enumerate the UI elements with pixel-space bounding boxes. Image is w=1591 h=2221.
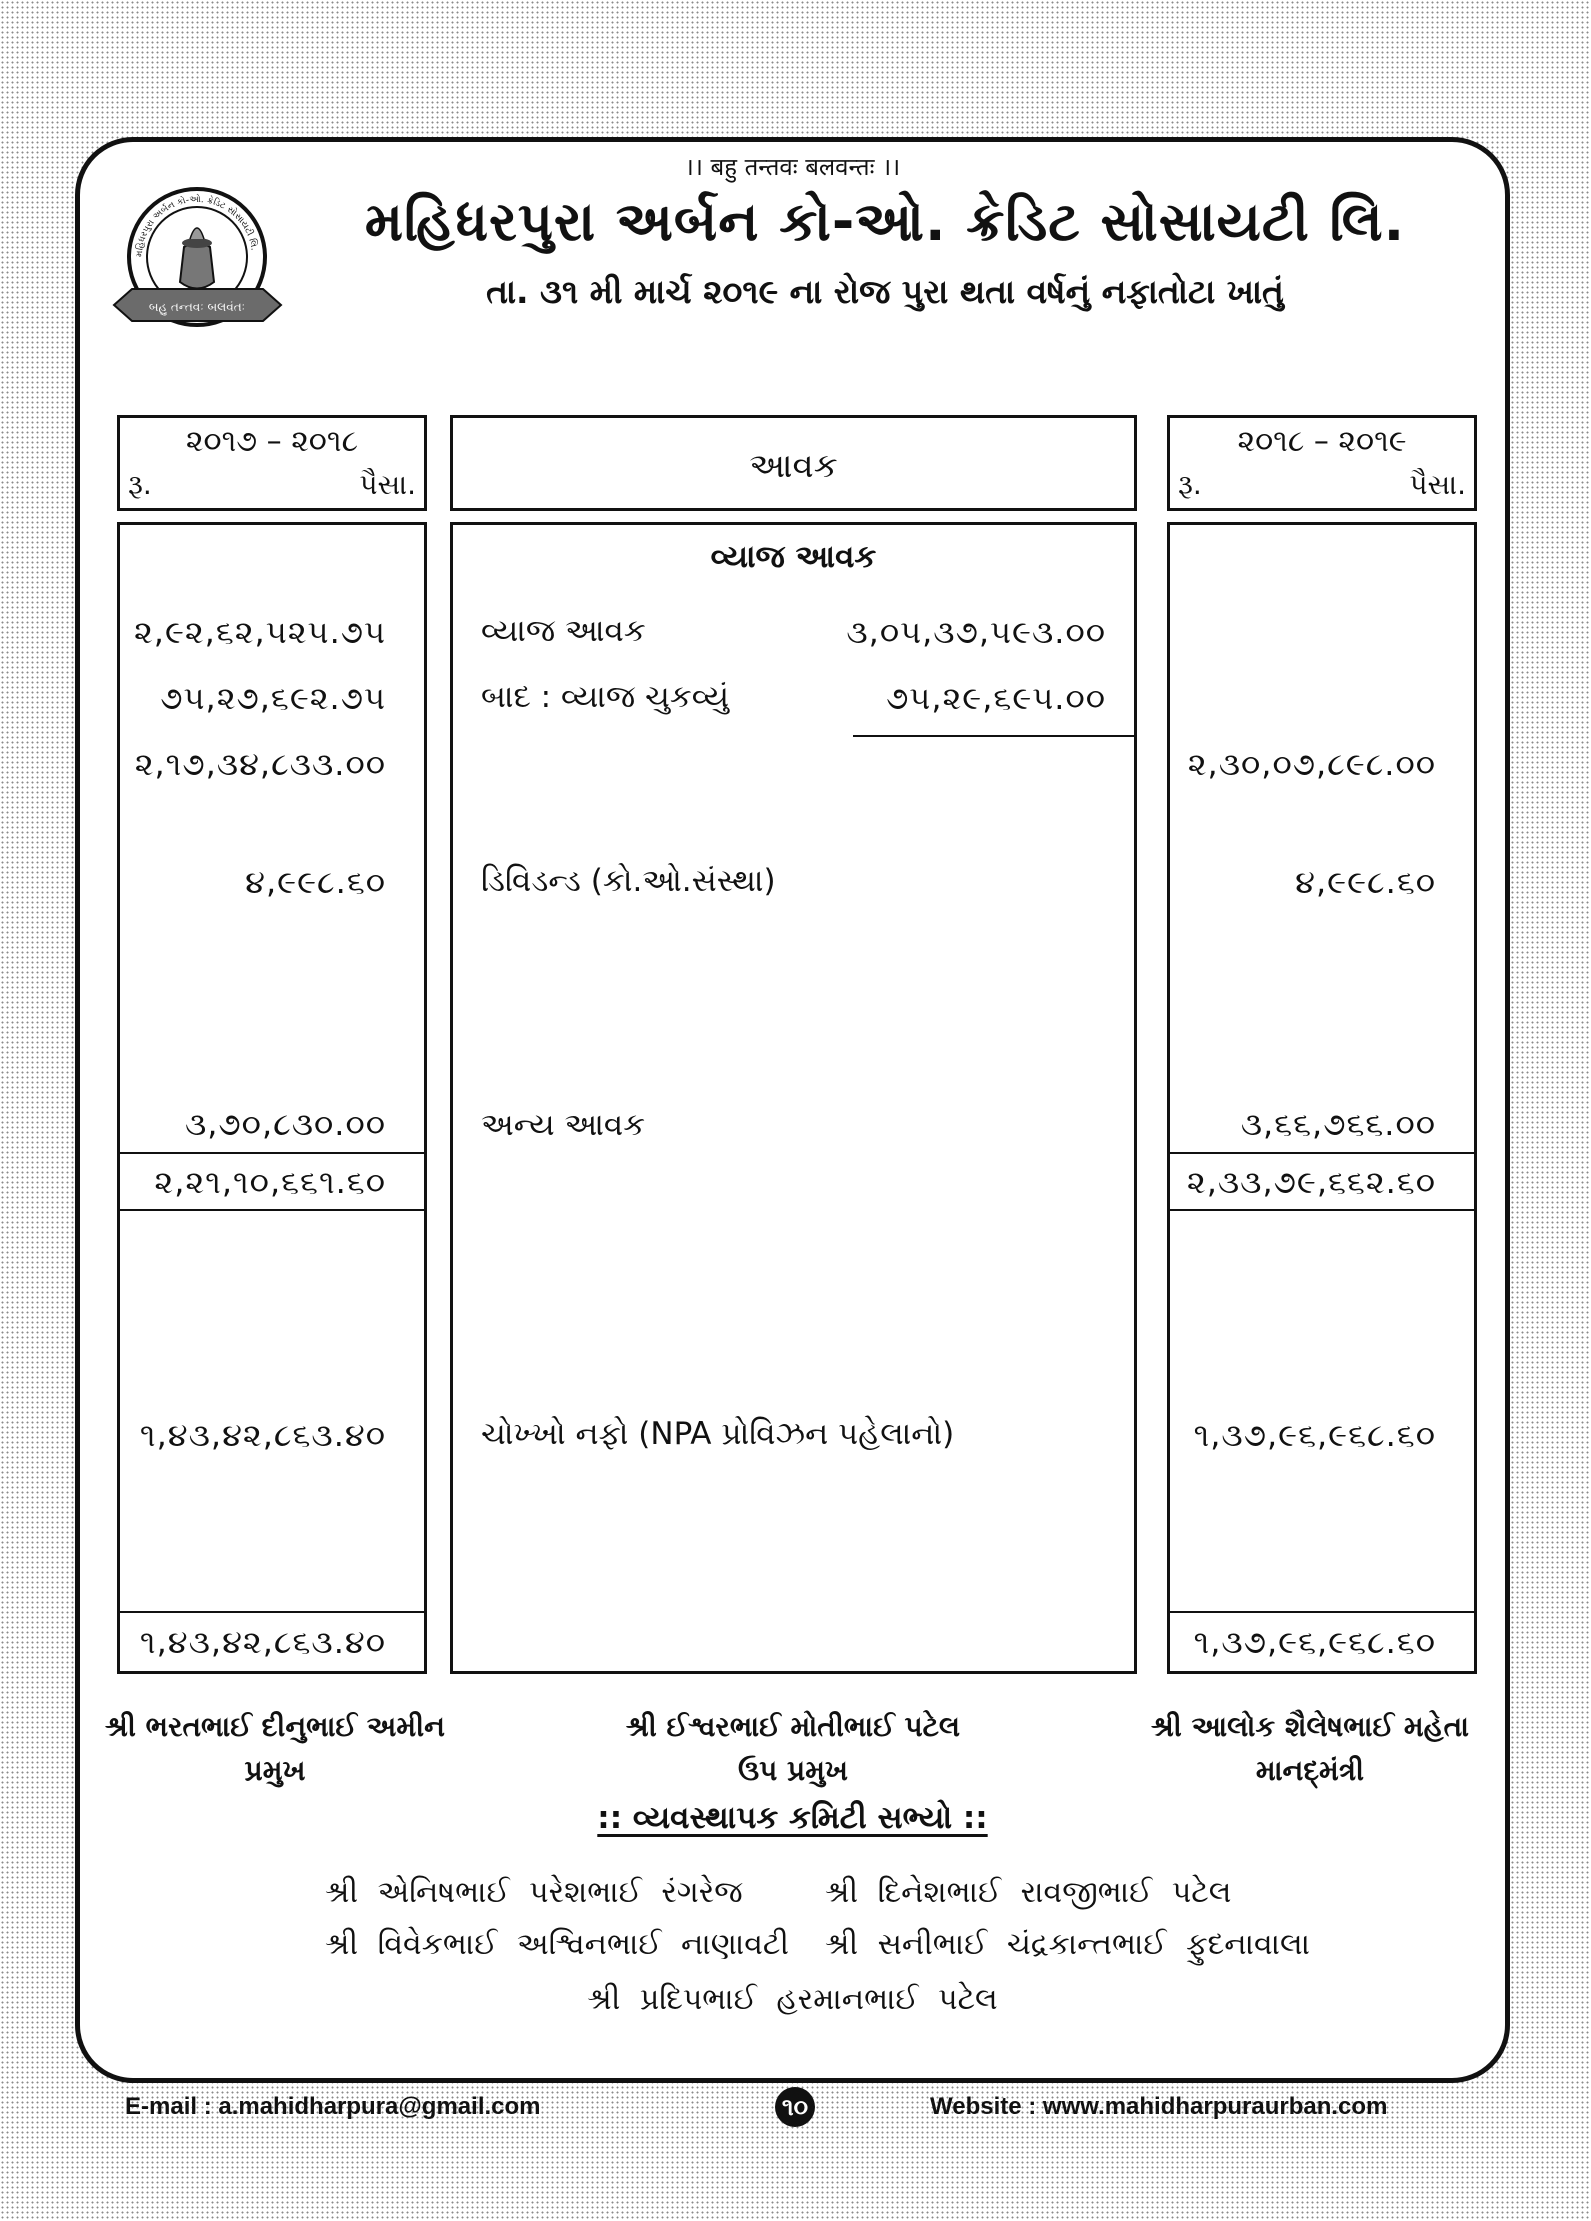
motto: ।। बहु तन्तवः बलवन्तः ।।: [684, 153, 901, 181]
footer-email: E-mail : a.mahidharpura@gmail.com: [125, 2093, 541, 2120]
left-subtotal-bottom-line: [120, 1209, 424, 1211]
center-body-column: [450, 522, 1137, 1674]
right-paisa-label: પૈસા.: [1409, 468, 1466, 501]
inner-interest-paid: ૭૫,૨૯,૬૯૫.૦૦: [886, 679, 1106, 717]
curr-dividend: ૪,૯૯૮.૬૦: [1295, 863, 1436, 901]
left-year: ૨૦૧૭ – ૨૦૧૮: [185, 424, 359, 459]
prev-net-profit: ૧,૪૩,૪૨,૮૬૩.૪૦: [139, 1416, 386, 1454]
left-subtotal-top-line: [120, 1152, 424, 1154]
curr-subtotal: ૨,૩૩,૭૯,૬૬૨.૬૦: [1186, 1163, 1436, 1201]
page-frame: [75, 137, 1510, 2083]
svg-text:મહિધરપુરા અર્બન કો-ઓ. ક્રેડિટ: મહિધરપુરા અર્બન કો-ઓ. ક્રેડિટ સોસાયટી લિ.: [134, 194, 259, 258]
label-other-income: અન્ય આવક: [481, 1107, 646, 1143]
signatory-name: શ્રી આલોક શૈલેષભાઈ મહેતા: [1150, 1710, 1469, 1743]
right-subtotal-bottom-line: [1170, 1209, 1474, 1211]
label-interest-income: વ્યાજ આવક: [481, 613, 646, 649]
kalash-emblem-icon: [110, 177, 285, 352]
left-year-header: [117, 415, 427, 511]
committee-member: શ્રી એનિષભાઈ પરેશભાઈ રંગરેજ: [325, 1875, 743, 1910]
signatory-role: માનદ્‌મંત્રી: [1255, 1754, 1365, 1787]
left-rs-label: રૂ.: [128, 468, 152, 501]
right-rs-label: રૂ.: [1178, 468, 1202, 501]
footer-website: Website : www.mahidharpuraurban.com: [930, 2093, 1388, 2120]
inner-subtraction-line: [853, 735, 1134, 737]
prev-interest-income: ૨,૯૨,૬૨,૫૨૫.૭૫: [134, 613, 386, 651]
committee-member: શ્રી દિનેશભાઈ રાવજીભાઈ પટેલ: [825, 1875, 1232, 1910]
left-total-line: [120, 1611, 424, 1613]
organization-title: મહિધરપુરા અર્બન કો-ઓ. ક્રેડિટ સોસાયટી લિ.: [364, 190, 1406, 253]
section-title: વ્યાજ આવક: [710, 539, 877, 575]
signatory-name: શ્રી ઈશ્વરભાઈ મોતીભાઈ પટેલ: [625, 1710, 961, 1743]
prev-interest-paid: ૭૫,૨૭,૬૯૨.૭૫: [160, 679, 386, 717]
signatory-role: પ્રમુખ: [244, 1754, 306, 1787]
signatory-name: શ્રી ભરતભાઈ દીનુભાઈ અમીન: [105, 1710, 445, 1743]
page-number: ૧૦: [775, 2087, 815, 2127]
right-year: ૨૦૧૮ – ૨૦૧૯: [1237, 424, 1407, 459]
left-paisa-label: પૈસા.: [359, 468, 416, 501]
right-body-column: [1167, 522, 1477, 1674]
prev-subtotal: ૨,૨૧,૧૦,૬૬૧.૬૦: [154, 1163, 386, 1201]
committee-member: શ્રી વિવેકભાઈ અશ્વિનભાઈ નાણાવટી: [325, 1927, 789, 1962]
prev-dividend: ૪,૯૯૮.૬૦: [245, 863, 386, 901]
committee-member: શ્રી પ્રદિપભાઈ હરમાનભાઈ પટેલ: [587, 1982, 998, 2017]
svg-text:બહુ તન્તવઃ બલવંતઃ: બહુ તન્તવઃ બલવંતઃ: [148, 300, 246, 314]
label-net-profit: ચોખ્ખો નફો (NPA પ્રોવિઝન પહેલાનો): [481, 1416, 955, 1452]
right-year-header: [1167, 415, 1477, 511]
curr-net-profit: ૧,૩૭,૯૬,૯૬૮.૬૦: [1193, 1416, 1436, 1454]
curr-total: ૧,૩૭,૯૬,૯૬૮.૬૦: [1193, 1623, 1436, 1661]
signatory-role: ઉપ પ્રમુખ: [737, 1754, 849, 1787]
label-interest-paid: બાદ : વ્યાજ ચુકવ્યું: [481, 679, 730, 715]
inner-interest-income: ૩,૦૫,૩૭,૫૯૩.૦૦: [846, 613, 1106, 651]
left-body-column: [117, 522, 427, 1674]
prev-total: ૧,૪૩,૪૨,૮૬૩.૪૦: [139, 1623, 386, 1661]
income-heading: આવક: [749, 446, 838, 486]
statement-subtitle: તા. ૩૧ મી માર્ચ ૨૦૧૯ ના રોજ પુરા થતા વર્ષનું નફાતોટા ખાતું: [486, 272, 1284, 311]
committee-title: :: વ્યવસ્થાપક કમિટી સભ્યો ::: [597, 1800, 988, 1836]
curr-other-income: ૩,૬૬,૭૬૬.૦૦: [1240, 1105, 1436, 1143]
curr-net-interest: ૨,૩૦,૦૭,૮૯૮.૦૦: [1187, 745, 1436, 783]
center-header: [450, 415, 1137, 511]
prev-net-interest: ૨,૧૭,૩૪,૮૩૩.૦૦: [134, 745, 386, 783]
signatory-vice-president: [563, 1705, 1023, 1793]
prev-other-income: ૩,૭૦,૮૩૦.૦૦: [184, 1105, 386, 1143]
right-subtotal-top-line: [1170, 1152, 1474, 1154]
right-total-line: [1170, 1611, 1474, 1613]
committee-member: શ્રી સનીભાઈ ચંદ્રકાન્તભાઈ ફુદનાવાલા: [825, 1927, 1311, 1962]
signatory-secretary: [1080, 1705, 1540, 1793]
signatory-president: [45, 1705, 505, 1793]
label-dividend: ડિવિડન્ડ (કો.ઓ.સંસ્થા): [481, 863, 776, 899]
